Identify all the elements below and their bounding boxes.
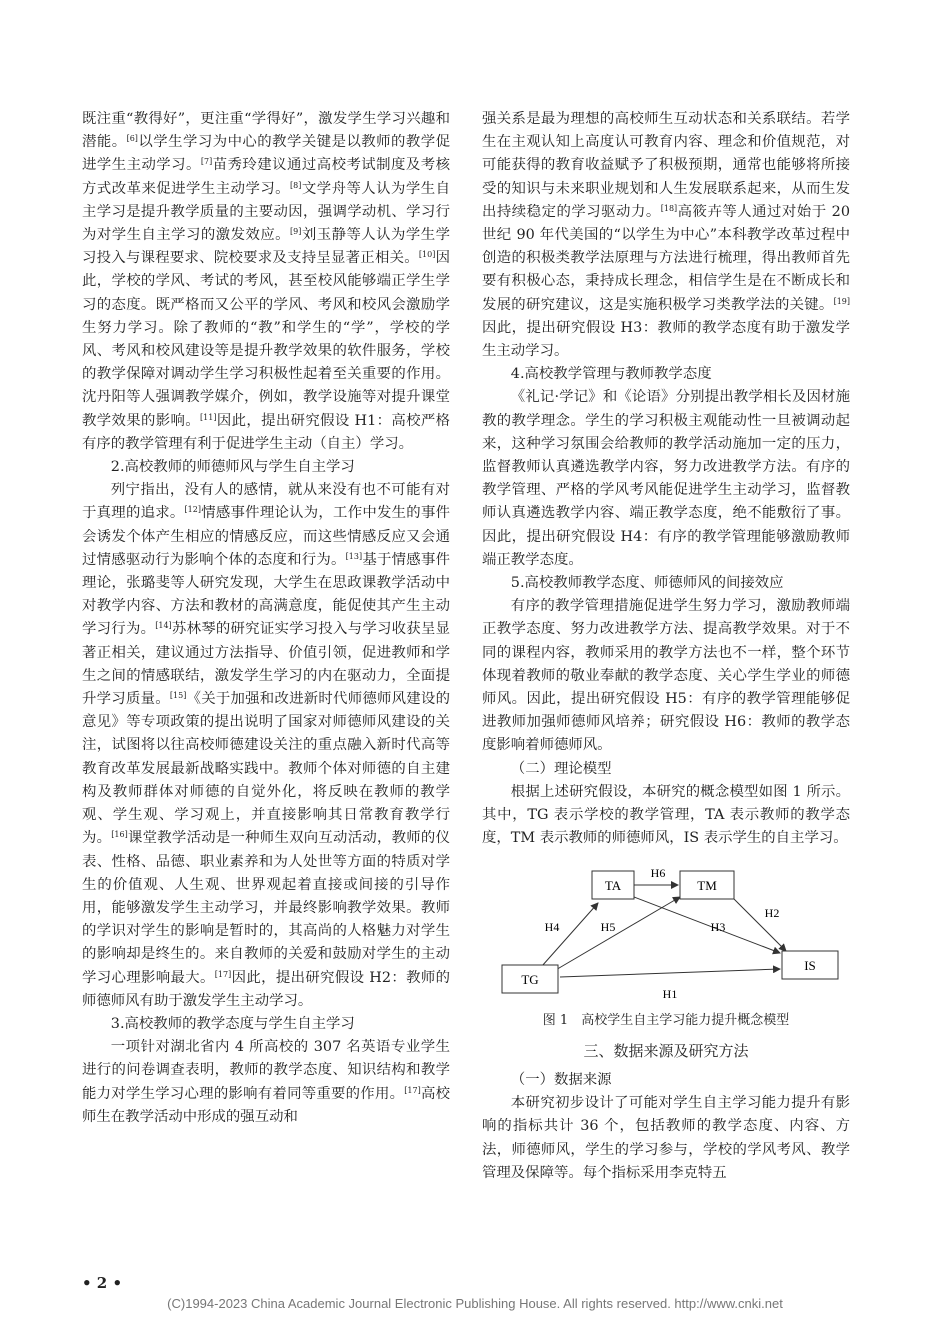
right-paragraph-2: 《礼记·学记》和《论语》分别提出教学相长及因材施教的教学理念。学生的学习积极主观能动性一旦被调动起来，这种学习氛围会给教师的教学活动施加一定的压力，监督教师认真遴选教学内容，努力改进教学方法。有序的教学管理、严格的学风考风能促进学生主动学习，监督教师认真遴选教学内容、端正教学态度，绝不能敷衍了事。因此，提出研究假设 H4：有序的教学管理能够激励教师端正教学态度。	[482, 389, 850, 568]
heading-teacher-ethics: 2.高校教师的师德师风与学生自主学习	[110, 459, 355, 476]
figure-caption: 图 1 高校学生自主学习能力提升概念模型	[542, 1012, 790, 1028]
right-paragraph-1: 强关系是最为理想的高校师生互动状态和关系联结。若学生在主观认知上高度认可教育内容、理念和价值规范，对可能获得的教育收益赋予了积极预期，通常也能够将所接受的知识与未来职业规划和人生发展联系起来，从而生发出持续稳定的学习驱动力。[18]高筱卉等人通过对始于 20 世纪 90 年代美国的“以学生为中心”本科教学改革过程中创造的积极类教学法原理与方法进行梳理，得出教师首先要有积极心态，秉持成长理念，相信学生是在不断成长和发展的研究建议，这是实施积极学习类教学法的关键。[19]因此，提出研究假设 H3：教师的教学态度有助于激发学生主动学习。	[482, 111, 850, 360]
label-h5: H5	[600, 919, 616, 934]
concept-model-diagram	[482, 855, 850, 1005]
left-column	[82, 108, 450, 1129]
edge-h5	[554, 897, 680, 971]
node-is	[782, 951, 838, 979]
right-paragraph-5: 本研究初步设计了可能对学生自主学习能力提升有影响的指标共计 36 个，包括教师的教学态度、内容、方法，师德师风，学生的学习参与，学校的学风考风、教学管理及保障等。每个指标采用李克特五	[482, 1095, 850, 1181]
right-paragraph-4: 根据上述研究假设，本研究的概念模型如图 1 所示。其中，TG 表示学校的教学管理，TA 表示教师的教学态度，TM 表示教师的师德师风，IS 表示学生的自主学习。	[482, 783, 850, 847]
heading-theoretical-model: （二）理论模型	[510, 760, 612, 777]
svg-text:TG: TG	[521, 971, 539, 987]
svg-text:IS: IS	[804, 957, 816, 973]
left-paragraph-1: 既注重“教得好”，更注重“学得好”，激发学生学习兴趣和潜能。[6]以学生学习为中心的教学关键是以教师的教学促进学生主动学习。[7]苗秀玲建议通过高校考试制度及考核方式改革来促进学生主动学习。[8]文学舟等人认为学生自主学习是提升教学质量的主要动因，强调学动机、学习行为对学生自主学习的激发效应。[9]刘玉静等人认为学生学习投入与课程要求、院校要求及支持呈显著正相关。[10]因此，学校的学风、考试的考风，甚至校风能够端正学生学习的态度。既严格而又公平的学风、考风和校风会激励学生努力学习。除了教师的“教”和学生的“学”，学校的学风、考风和校风建设等是提升教学效果的软件服务，学校的教学保障对调动学生学习积极性起着至关重要的作用。沈丹阳等人强调教学媒介，例如，教学设施等对提升课堂教学效果的影响。[11]因此，提出研究假设 H1：高校严格有序的教学管理有利于促进学生主动（自主）学习。	[82, 111, 450, 452]
left-paragraph-3: 一项针对湖北省内 4 所高校的 307 名英语专业学生进行的问卷调查表明，教师的教学态度、知识结构和教学能力对学生学习心理的影响有着同等重要的作用。[17]高校师生在教学活动中形成的强互动和	[82, 1039, 450, 1125]
right-column	[482, 108, 850, 1185]
label-h1: H1	[662, 986, 678, 1001]
concept-model-figure	[482, 855, 850, 1032]
heading-teaching-attitude: 3.高校教师的教学态度与学生自主学习	[110, 1015, 355, 1032]
svg-text:TM: TM	[697, 877, 717, 893]
page-number: • 2 •	[82, 1274, 123, 1292]
label-h4: H4	[544, 919, 560, 934]
edge-h1	[560, 969, 780, 977]
copyright-footer: (C)1994-2023 China Academic Journal Electronic Publishing House. All rights reserved. http://www.cnki.net	[167, 1296, 783, 1311]
label-h2: H2	[764, 905, 780, 920]
node-tm	[680, 871, 734, 899]
label-h3: H3	[710, 919, 726, 934]
node-tg	[502, 965, 558, 993]
node-ta	[592, 871, 634, 899]
heading-data-source: （一）数据来源	[510, 1071, 612, 1088]
left-paragraph-2: 列宁指出，没有人的感情，就从来没有也不可能有对于真理的追求。[12]情感事件理论认为，工作中发生的事件会诱发个体产生相应的情感反应，而这些情感反应又会通过情感驱动行为影响个体的态度和行为。[13]基于情感事件理论，张璐斐等人研究发现，大学生在思政课教学活动中对教学内容、方法和教材的高满意度，能促使其产生主动学习行为。[14]苏林琴的研究证实学习投入与学习收获呈显著正相关，建议通过方法指导、价值引领，促进教师和学生之间的情感联结，激发学生学习的内在驱动力，全面提升学习质量。[15]《关于加强和改进新时代师德师风建设的意见》等专项政策的提出说明了国家对师德师风建设的关注，试图将以往高校师德建设关注的重点融入新时代高等教育改革发展最新战略实践中。教师个体对师德的自主建构及教师群体对师德的自觉外化，将反映在教师的教学观、学生观、学习观上，并直接影响其日常教育教学行为。[16]课堂教学活动是一种师生双向互动活动，教师的仪表、性格、品德、职业素养和为人处世等方面的特质对学生的价值观、人生观、世界观起着直接或间接的引导作用，能够激发学生主动学习，并最终影响教学效果。教师的学识对学生的影响是暂时的，其高尚的人格魅力对学生的影响却是终生的。来自教师的关爱和鼓励对学生的主动学习心理影响最大。[17]因此，提出研究假设 H2：教师的师德师风有助于激发学生主动学习。	[82, 482, 450, 1009]
edge-h3	[634, 897, 780, 953]
right-paragraph-3: 有序的教学管理措施促进学生努力学习，激励教师端正教学态度、努力改进教学方法、提高教学效果。对于不同的课程内容，教师采用的教学方法也不一样，整个环节体现着教师的敬业奉献的教学态度、关心学生学业的师德师风。因此，提出研究假设 H5：有序的教学管理能够促进教师加强师德师风培养；研究假设 H6：教师的教学态度影响着师德师风。	[482, 598, 850, 754]
label-h6: H6	[650, 865, 666, 880]
svg-text:TA: TA	[604, 877, 622, 893]
section-heading-data-methods: 三、数据来源及研究方法	[583, 1041, 749, 1060]
heading-indirect-effect: 5.高校教师教学态度、师德师风的间接效应	[510, 575, 784, 592]
heading-teaching-management: 4.高校教学管理与教师教学态度	[510, 366, 712, 383]
